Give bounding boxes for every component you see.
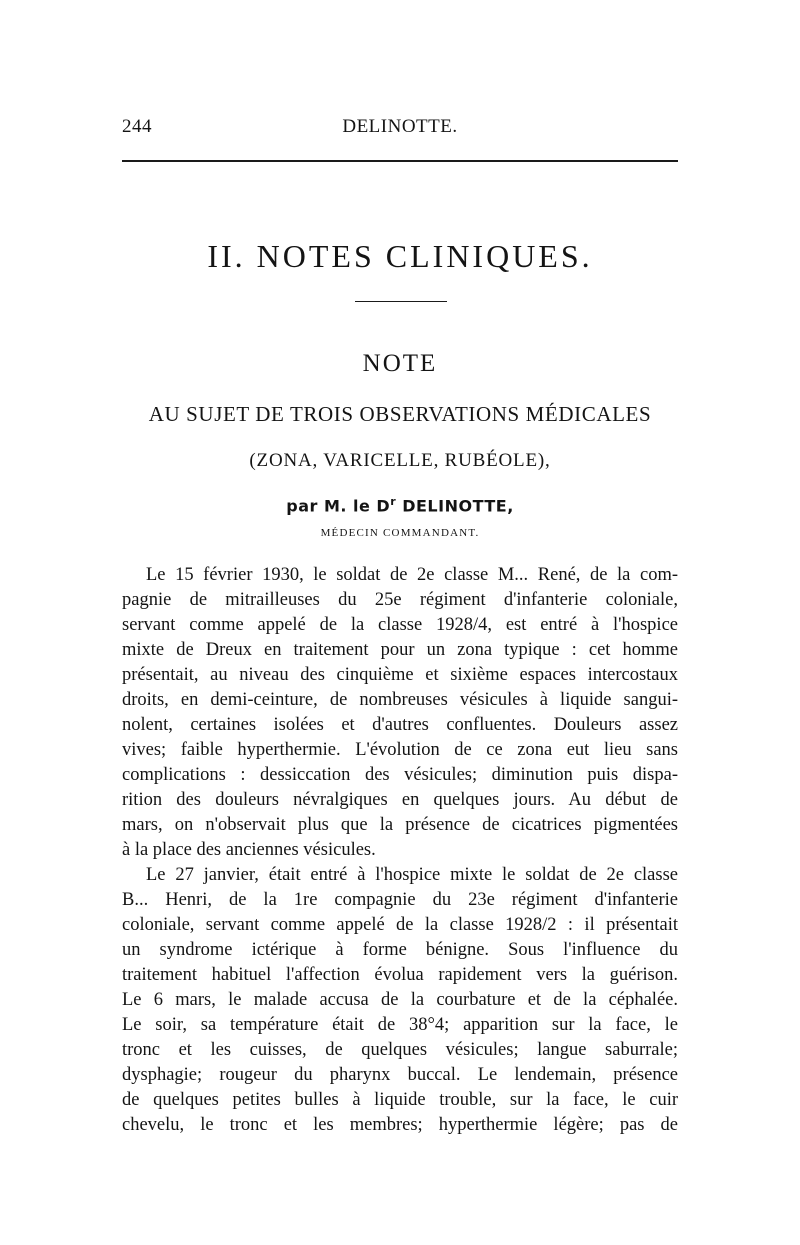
author-rank: MÉDECIN COMMANDANT. [320,527,480,539]
text-line: vives; faible hyperthermie. L'évolution de ce zona eut lieu sans [122,740,678,760]
text-line: Le 15 février 1930, le soldat de 2e classe M... René, de la com- [146,565,678,585]
text-line: Le 6 mars, le malade accusa de la courbature et de la céphalée. [122,990,678,1010]
section-title: II. NOTES CLINIQUES. [207,238,593,274]
header-rule [122,160,678,162]
byline-pre: par M. le D [286,496,391,516]
text-line: Le soir, sa température était de 38°4; apparition sur la face, le [122,1015,678,1035]
note-title: NOTE [362,350,438,377]
text-line: présentait, au niveau des cinquième et sixième espaces intercostaux [122,665,678,685]
text-line: droits, en demi-ceinture, de nombreuses vésicules à liquide sangui- [122,690,678,710]
text-line: B... Henri, de la 1re compagnie du 23e régiment d'infanterie [122,890,678,910]
text-line: nolent, certaines isolées et d'autres confluentes. Douleurs assez [122,715,678,735]
running-title: DELINOTTE. [342,116,458,137]
page-number: 244 [122,116,152,137]
note-diseases: (ZONA, VARICELLE, RUBÉOLE), [249,450,551,471]
text-line: rition des douleurs névralgiques en quelques jours. Au début de [122,790,678,810]
text-line: mars, on n'observait plus que la présence de cicatrices pigmentées [122,815,678,835]
text-line: à la place des anciennes vésicules. [122,840,376,860]
text-line: tronc et les cuisses, de quelques vésicules; langue saburrale; [122,1040,678,1060]
text-line: servant comme appelé de la classe 1928/4, est entré à l'hospice [122,615,678,635]
paragraph-2 [122,863,678,1138]
text-line: mixte de Dreux en traitement pour un zona typique : cet homme [122,640,678,660]
running-head [122,116,678,146]
text-line: un syndrome ictérique à forme bénigne. Sous l'influence du [122,940,678,960]
byline-sup: r [390,495,397,508]
paragraph-1 [122,563,678,863]
text-line: de quelques petites bulles à liquide trouble, sur la face, le cuir [122,1090,678,1110]
text-line: Le 27 janvier, était entré à l'hospice mixte le soldat de 2e classe [146,865,678,885]
author-byline [122,495,678,515]
text-line: chevelu, le tronc et les membres; hyperthermie légère; pas de [122,1115,678,1135]
text-line: traitement habituel l'affection évolua rapidement vers la guérison. [122,965,678,985]
text-line: dysphagie; rougeur du pharynx buccal. Le lendemain, présence [122,1065,678,1085]
text-line: complications : dessiccation des vésicules; diminution puis dispa- [122,765,678,785]
note-subtitle: AU SUJET DE TROIS OBSERVATIONS MÉDICALES [148,402,652,426]
text-line: coloniale, servant comme appelé de la classe 1928/2 : il présentait [122,915,678,935]
text-line: pagnie de mitrailleuses du 25e régiment d'infanterie coloniale, [122,590,678,610]
section-rule [355,301,447,302]
byline-name: DELINOTTE, [396,496,514,516]
